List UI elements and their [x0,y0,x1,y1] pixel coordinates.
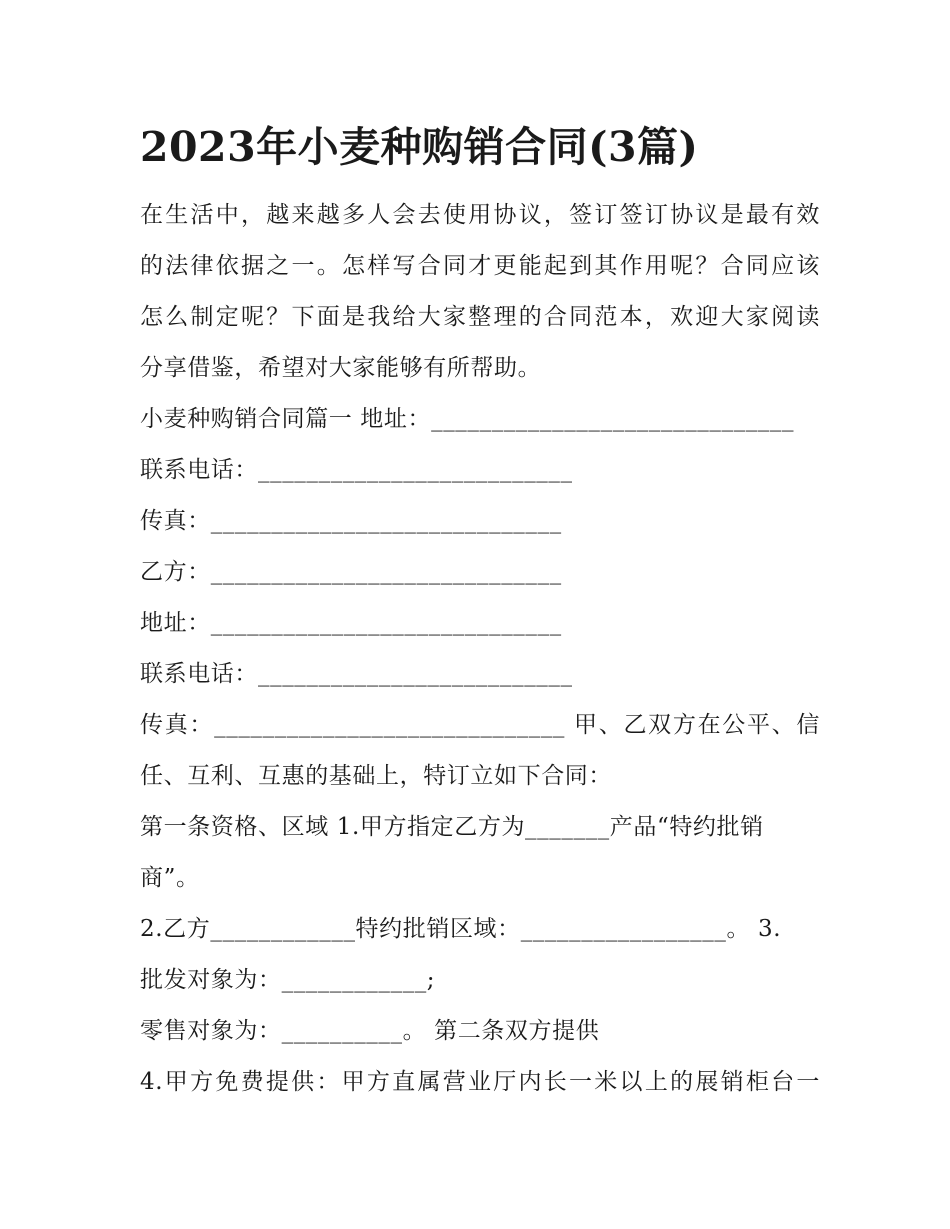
address-field-line: 地址：_____________________________ [140,610,562,636]
paragraph-line: 分享借鉴，希望对大家能够有所帮助。 [140,355,542,381]
clause-line: 零售对象为：__________。 第二条双方提供 [140,1018,600,1044]
clause-line: 第一条资格、区域 1.甲方指定乙方为_______产品“特约批销 [140,814,764,840]
paragraph-line: 任、互利、互惠的基础上，特订立如下合同： [140,763,612,789]
phone-field-line: 联系电话：__________________________ [140,661,573,687]
paragraph-line: 的法律依据之一。怎样写合同才更能起到其作用呢？合同应该 [140,253,820,279]
clause-line: 商”。 [140,865,200,891]
paragraph-line: 怎么制定呢？下面是我给大家整理的合同范本，欢迎大家阅读 [140,304,820,330]
address-field-line: 小麦种购销合同篇一 地址：______________________________ [140,406,795,432]
fax-field-line: 传真：_____________________________ [140,508,562,534]
phone-field-line: 联系电话：__________________________ [140,457,573,483]
fax-field-line: 传真：_____________________________ 甲、乙双方在公平、信 [140,712,820,738]
paragraph-line: 在生活中，越来越多人会去使用协议，签订签订协议是最有效 [140,202,820,228]
clause-line: 2.乙方____________特约批销区域：_________________。 3. [140,916,782,942]
document-title: 2023年小麦种购销合同(3篇) [140,123,699,171]
party-b-field-line: 乙方：_____________________________ [140,559,562,585]
clause-line: 4.甲方免费提供：甲方直属营业厅内长一米以上的展销柜台一 [140,1069,820,1095]
clause-line: 批发对象为：____________; [140,967,436,993]
document-page [140,112,820,1108]
